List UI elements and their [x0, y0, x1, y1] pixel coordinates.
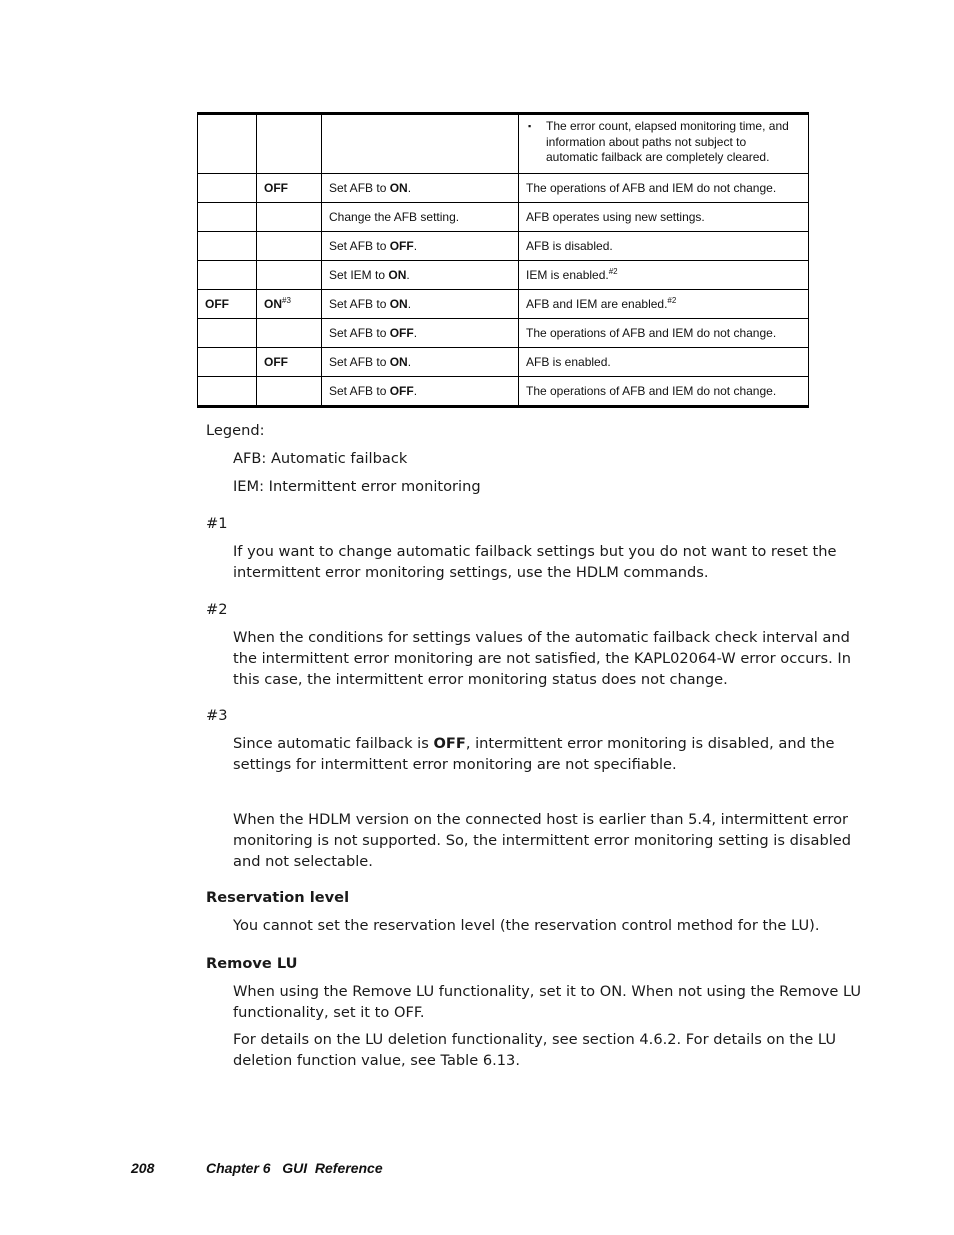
iem-value-cell: OFF — [257, 174, 322, 203]
version-note: When the HDLM version on the connected host is earlier than 5.4, intermittent error monitoring is not supported. So, the intermittent error monitoring setting is disabled and not selectable. — [233, 811, 852, 870]
table-row — [198, 377, 809, 407]
table-row — [198, 114, 809, 174]
page-number: 208 — [131, 1160, 155, 1176]
remove-lu-text-2: For details on the LU deletion functionality, see section 4.6.2. For details on the LU deletion function value, see Table 6.13. — [233, 1031, 837, 1069]
iem-value-cell: ON$^{\#3}$ — [257, 290, 322, 319]
table-row — [198, 348, 809, 377]
reservation-text: You cannot set the reservation level (the reservation control method for the LU). — [233, 917, 820, 934]
legend-iem: IEM: Intermittent error monitoring — [233, 478, 481, 495]
iem-value-cell: OFF — [257, 348, 322, 377]
operation-cell: Change the AFB setting. — [322, 203, 519, 232]
chapter-title: Chapter 6 GUI Reference — [206, 1160, 383, 1176]
legend-title: Legend: — [206, 422, 265, 439]
result-cell: AFB is disabled. — [519, 232, 809, 261]
result-cell: AFB is enabled. — [519, 348, 809, 377]
bullet-item: ▪ The error count, elapsed monitoring time, and information about paths not subject to automatic failback are completely cleared. — [546, 119, 801, 166]
note-1-label: #1 — [206, 515, 228, 532]
afb-iem-settings-table — [197, 112, 809, 408]
operation-cell: Set AFB to ON. — [322, 174, 519, 203]
afb-value-cell: OFF — [198, 290, 257, 319]
table-row — [198, 261, 809, 290]
note-3-text: Since automatic failback is OFF, intermittent error monitoring is disabled, and the settings for intermittent error monitoring are not specifiable. — [233, 735, 835, 773]
note-2-text: When the conditions for settings values of the automatic failback check interval and the intermittent error monitoring are not satisfied, the KAPL02064-W error occurs. In this case, the intermittent error monitoring status does not change. — [233, 629, 851, 688]
operation-cell: Set IEM to ON. — [322, 261, 519, 290]
table-row — [198, 319, 809, 348]
table-row — [198, 290, 809, 319]
legend-afb: AFB: Automatic failback — [233, 450, 408, 467]
operation-cell: Set AFB to OFF. — [322, 319, 519, 348]
remove-lu-text-1: When using the Remove LU functionality, set it to ON. When not using the Remove LU functionality, set it to OFF. — [233, 983, 862, 1021]
operation-cell: Set AFB to OFF. — [322, 232, 519, 261]
operation-cell: Set AFB to ON. — [322, 290, 519, 319]
table-row — [198, 232, 809, 261]
operation-cell: Set AFB to ON. — [322, 348, 519, 377]
result-cell: IEM is enabled.$^{\#2}$ — [519, 261, 809, 290]
note-2-label: #2 — [206, 601, 228, 618]
remove-lu-heading: Remove LU — [206, 955, 298, 972]
note-1-text: If you want to change automatic failback settings but you do not want to reset the intermittent error monitoring settings, use the HDLM commands. — [233, 543, 837, 581]
result-cell: AFB operates using new settings. — [519, 203, 809, 232]
operation-cell: Set AFB to OFF. — [322, 377, 519, 407]
reservation-heading: Reservation level — [206, 889, 350, 906]
result-cell: The operations of AFB and IEM do not change. — [519, 174, 809, 203]
result-cell: The operations of AFB and IEM do not change. — [519, 377, 809, 407]
note-3-label: #3 — [206, 707, 228, 724]
table-row — [198, 174, 809, 203]
result-cell: The operations of AFB and IEM do not change. — [519, 319, 809, 348]
result-cell — [519, 114, 809, 174]
result-cell: AFB and IEM are enabled.$^{\#2}$ — [519, 290, 809, 319]
table-row — [198, 203, 809, 232]
